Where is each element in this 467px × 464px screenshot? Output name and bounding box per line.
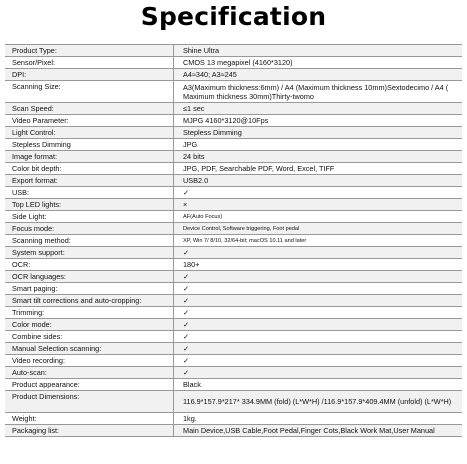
spec-label: System support: xyxy=(5,247,174,258)
spec-value: Main Device,USB Cable,Foot Pedal,Finger Cots,Black Work Mat,User Manual xyxy=(183,426,435,435)
spec-row-smart-paging xyxy=(5,283,462,295)
spec-label: Smart tilt corrections and auto-cropping: xyxy=(5,295,174,306)
spec-label: Scanning method: xyxy=(5,235,174,246)
spec-label: Video Parameter: xyxy=(5,115,174,126)
spec-label: Smart paging: xyxy=(5,283,174,294)
spec-label: DPI: xyxy=(5,69,174,80)
spec-value: ✓ xyxy=(183,308,190,317)
spec-value: AF(Auto Focus) xyxy=(183,213,223,220)
spec-label: Color mode: xyxy=(5,319,174,330)
spec-row-focus-mode xyxy=(5,223,462,235)
spec-label: Product Type: xyxy=(5,45,174,56)
spec-value: A3(Maximum thickness:6mm) / A4 (Maximum thickness 10mm)Sextodecimo / A4 ( Maximum thickness 30mm)Thirty-twomo xyxy=(183,82,449,101)
spec-value: ✓ xyxy=(183,368,190,377)
spec-label: USB: xyxy=(5,187,174,198)
spec-label: Scan Speed: xyxy=(5,103,174,114)
spec-row-trimming xyxy=(5,307,462,319)
spec-row-weight xyxy=(5,413,462,425)
spec-label: Light Control: xyxy=(5,127,174,138)
spec-row-image-format xyxy=(5,151,462,163)
spec-row-auto-scan xyxy=(5,367,462,379)
spec-row-packaging-list xyxy=(5,425,462,437)
spec-row-manual-selection xyxy=(5,343,462,355)
spec-table xyxy=(5,44,462,437)
spec-row-scanning-size xyxy=(5,81,462,103)
spec-value: 180+ xyxy=(183,260,200,269)
spec-label: Auto-scan: xyxy=(5,367,174,378)
spec-label: Focus mode: xyxy=(5,223,174,234)
spec-value: Shine Ultra xyxy=(183,46,220,55)
spec-row-scanning-method xyxy=(5,235,462,247)
spec-value: JPG xyxy=(183,140,198,149)
spec-row-color-mode xyxy=(5,319,462,331)
spec-label: Color bit depth: xyxy=(5,163,174,174)
spec-value: ✓ xyxy=(183,320,190,329)
spec-value: ✓ xyxy=(183,332,190,341)
spec-row-side-light xyxy=(5,211,462,223)
spec-label: Sensor/Pixel: xyxy=(5,57,174,68)
spec-row-smart-tilt xyxy=(5,295,462,307)
spec-value: 24 bits xyxy=(183,152,205,161)
spec-row-top-led-lights xyxy=(5,199,462,211)
spec-row-stepless-dimming xyxy=(5,139,462,151)
spec-row-usb xyxy=(5,187,462,199)
spec-value: Device Control, Software triggering, Foot pedal xyxy=(183,225,300,232)
spec-row-ocr xyxy=(5,259,462,271)
spec-label: Top LED lights: xyxy=(5,199,174,210)
spec-row-export-format xyxy=(5,175,462,187)
page-title: Specification xyxy=(140,2,327,31)
spec-label: Combine sides: xyxy=(5,331,174,342)
spec-label: Product Dimensions: xyxy=(5,391,174,412)
spec-row-color-bit-depth xyxy=(5,163,462,175)
spec-value: JPG, PDF, Searchable PDF, Word, Excel, TIFF xyxy=(183,164,335,173)
spec-value: ✓ xyxy=(183,272,190,281)
spec-row-product-appearance xyxy=(5,379,462,391)
spec-label: Scanning Size: xyxy=(5,81,174,102)
spec-value: ✓ xyxy=(183,248,190,257)
spec-value: XP, Win 7/ 8/10, 32/64-bit; macOS 10.11 and later xyxy=(183,237,307,244)
spec-row-video-recording xyxy=(5,355,462,367)
spec-row-combine-sides xyxy=(5,331,462,343)
spec-row-scan-speed xyxy=(5,103,462,115)
spec-label: OCR languages: xyxy=(5,271,174,282)
spec-label: Video recording: xyxy=(5,355,174,366)
spec-value: 1kg. xyxy=(183,414,197,423)
spec-label: Weight: xyxy=(5,413,174,424)
spec-row-product-dimensions xyxy=(5,391,462,413)
spec-row-product-type xyxy=(5,44,462,57)
spec-row-light-control xyxy=(5,127,462,139)
spec-row-ocr-languages xyxy=(5,271,462,283)
spec-label: Image format: xyxy=(5,151,174,162)
spec-value: ✓ xyxy=(183,296,190,305)
spec-value: 116.9*157.9*217* 334.9MM (fold) (L*W*H) /116.9*157.9*409.4MM (unfold) (L*W*H) xyxy=(183,397,452,406)
spec-label: OCR: xyxy=(5,259,174,270)
spec-value: USB2.0 xyxy=(183,176,209,185)
spec-value: ✓ xyxy=(183,188,190,197)
spec-value: Stepless Dimming xyxy=(183,128,242,137)
spec-value: ≤1 sec xyxy=(183,104,205,113)
spec-row-sensor xyxy=(5,57,462,69)
spec-value: A4≈340; A3≈245 xyxy=(183,70,237,79)
spec-label: Trimming: xyxy=(5,307,174,318)
spec-value: ✓ xyxy=(183,284,190,293)
spec-value: CMOS 13 megapixel (4160*3120) xyxy=(183,58,293,67)
spec-label: Packaging list: xyxy=(5,425,174,436)
spec-label: Product appearance: xyxy=(5,379,174,390)
spec-label: Stepless Dimming xyxy=(5,139,174,150)
spec-row-dpi xyxy=(5,69,462,81)
spec-value: ✓ xyxy=(183,356,190,365)
spec-value: Black xyxy=(183,380,201,389)
spec-row-video-parameter xyxy=(5,115,462,127)
spec-label: Export format: xyxy=(5,175,174,186)
spec-label: Side Light: xyxy=(5,211,174,222)
spec-value: × xyxy=(183,200,188,209)
spec-label: Manual Selection scanning: xyxy=(5,343,174,354)
spec-value: MJPG 4160*3120@10Fps xyxy=(183,116,269,125)
spec-row-system-support xyxy=(5,247,462,259)
spec-value: ✓ xyxy=(183,344,190,353)
